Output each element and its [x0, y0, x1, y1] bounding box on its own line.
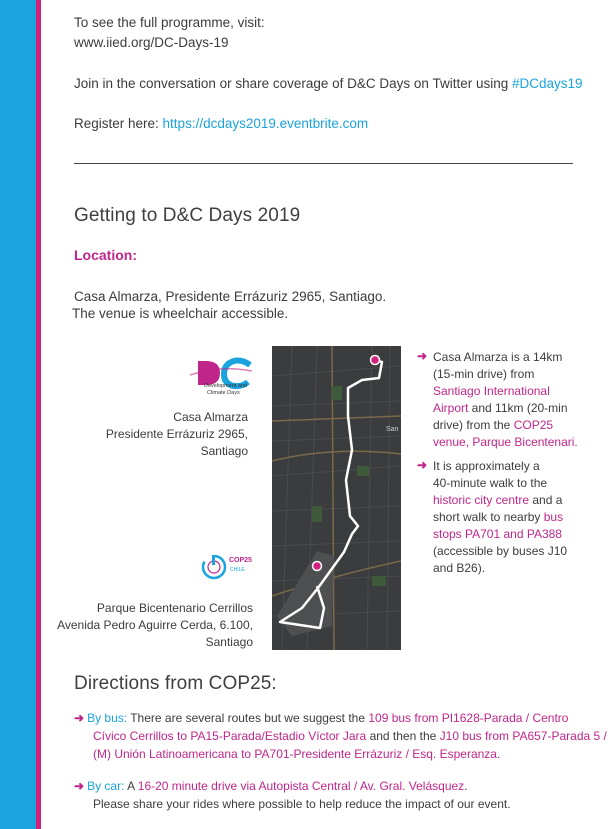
body-text: There are several routes but we suggest the [127, 711, 369, 725]
venue-name: Casa Almarza [173, 410, 248, 424]
body-text: Please share your rides where possible to help reduce the impact of our event. [93, 797, 511, 811]
text-line [433, 475, 583, 492]
cop-street: Avenida Pedro Aguirre Cerda, 6.100, [57, 618, 253, 632]
register-link[interactable]: https://dcdays2019.eventbrite.com [162, 116, 369, 131]
highlight-text: 109 bus from PI1628-Parada / Centro [368, 711, 569, 725]
info-bullet-2 [433, 458, 583, 577]
highlight-text: Airport [433, 401, 469, 415]
highlight-text: historic city centre [433, 493, 530, 507]
cop-city: Santiago [205, 635, 253, 649]
text-line [74, 795, 584, 813]
venue-address: Casa Almarza, Presidente Errázuriz 2965, Santiago. [74, 289, 387, 304]
highlight-text: J10 bus from PA657-Parada 5 / [439, 729, 607, 743]
body-text: 40-minute walk to the [433, 476, 548, 490]
cop-name: Parque Bicentenario Cerrillos [96, 601, 253, 615]
directions-bus [74, 709, 607, 763]
text-line [433, 509, 583, 526]
highlight-text: Cívico Cerrillos to PA15-Parada/Estadio Víctor Jara [93, 729, 367, 743]
text-line [433, 560, 583, 577]
map-label: San [386, 426, 399, 433]
left-pink-bar [36, 0, 41, 829]
register-label: Register here: [74, 116, 163, 131]
text-line [74, 709, 584, 727]
programme-link[interactable]: www.iied.org/DC-Days-19 [74, 35, 229, 50]
text-line [433, 543, 583, 560]
text-line [74, 727, 607, 745]
body-text: drive) from the [433, 418, 514, 432]
highlight-text: (M) Unión Latinoamericana to PA701-Presidente Errázuriz / Esq. Esperanza. [93, 747, 501, 761]
route-map[interactable] [272, 346, 401, 650]
venue-city: Santiago [200, 444, 248, 458]
arrow-icon: ➜ [74, 779, 85, 793]
body-text: . [464, 779, 468, 793]
body-text: and B26). [433, 561, 486, 575]
route-map-graphic [272, 346, 401, 650]
text-line [433, 458, 583, 475]
directions-car [74, 777, 584, 813]
text-line [433, 417, 583, 434]
body-text: and a [529, 493, 563, 507]
info-bullet-1 [433, 349, 583, 451]
arrow-icon: ➜ [74, 711, 85, 725]
arrow-icon: ➜ [417, 458, 428, 472]
text-line [433, 366, 583, 383]
text-line [433, 383, 583, 400]
highlight-text: 16-20 minute drive via Autopista Central / Av. Gral. Velásquez [137, 779, 465, 793]
body-text: short walk to nearby [433, 510, 544, 524]
section-divider [74, 163, 573, 164]
register-line [74, 114, 368, 133]
text-line [433, 349, 583, 366]
text-line [74, 745, 584, 763]
cop25-logo-text: COP25 [229, 557, 252, 564]
highlight-text: By bus: [87, 711, 128, 725]
text-line [433, 434, 583, 451]
highlight-text: venue, Parque Bicentenari. [433, 435, 578, 449]
highlight-text: By car: [87, 779, 125, 793]
twitter-line [74, 74, 583, 93]
highlight-text: COP25 [513, 418, 554, 432]
venue-street: Presidente Errázuriz 2965, [105, 427, 248, 441]
directions-heading: Directions from COP25: [74, 673, 277, 694]
dc-logo [190, 355, 256, 401]
left-cyan-bar [0, 0, 36, 829]
cop25-logo [197, 549, 255, 583]
body-text: (15-min drive) from [433, 367, 535, 381]
programme-label: To see the full programme, visit: [74, 15, 265, 30]
highlight-text: stops PA701 and PA388 [433, 527, 562, 541]
text-line [433, 526, 583, 543]
twitter-text: Join in the conversation or share coverage of D&C Days on Twitter using [74, 76, 512, 91]
venue-accessible: The venue is wheelchair accessible. [72, 306, 289, 321]
highlight-text: Santiago International [433, 384, 550, 398]
getting-heading: Getting to D&C Days 2019 [74, 205, 301, 226]
body-text: and then the [366, 729, 440, 743]
text-line [433, 492, 583, 509]
body-text: and 11km (20-min [468, 401, 568, 415]
text-line [433, 400, 583, 417]
location-label: Location: [74, 247, 137, 263]
twitter-hashtag[interactable]: #DCdays19 [511, 76, 583, 91]
cop25-logo-sub: CHILE [230, 567, 245, 573]
cop25-logo-graphic [197, 549, 255, 583]
body-text: Casa Almarza is a 14km [433, 350, 563, 364]
dc-logo-text: Development and Climate Days [204, 383, 248, 396]
body-text: It is approximately a [433, 459, 540, 473]
highlight-text: bus [543, 510, 564, 524]
text-line [74, 777, 584, 795]
body-text: (accessible by buses J10 [433, 544, 568, 558]
body-text: A [124, 779, 138, 793]
arrow-icon: ➜ [417, 349, 428, 363]
